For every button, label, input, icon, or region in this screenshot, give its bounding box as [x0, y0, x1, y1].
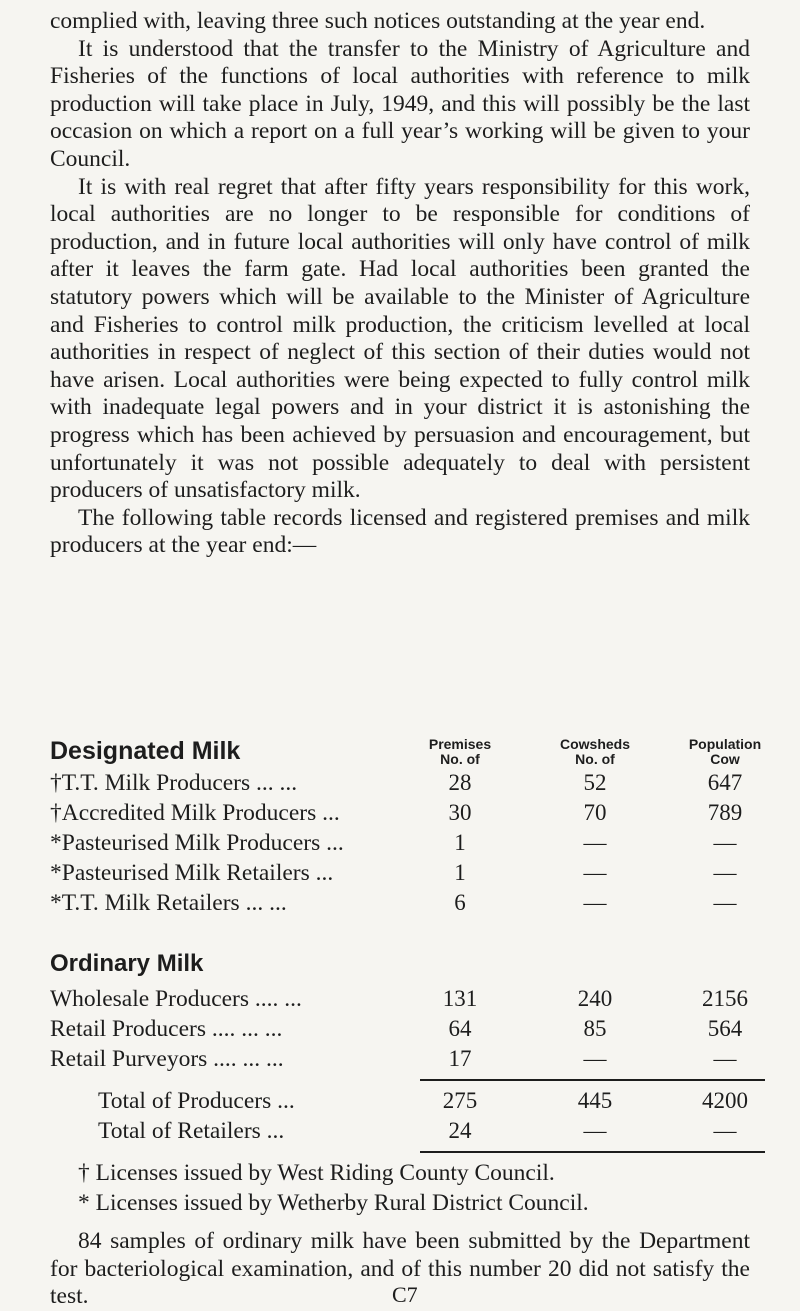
footnote-dagger: † Licenses issued by West Riding County Council. — [78, 1160, 555, 1186]
table-rule-bottom — [420, 1151, 765, 1153]
cell-premises: 24 — [448, 1118, 472, 1143]
cell-cowsheds: — — [583, 830, 607, 855]
row-label: *Pasteurised Milk Retailers ... — [50, 860, 334, 886]
col-header-cowsheds-line2: No. of — [575, 751, 615, 767]
cell-cowsheds: — — [583, 890, 607, 915]
cell-cowsheds: 70 — [583, 800, 607, 825]
row-label: *T.T. Milk Retailers ... ... — [50, 890, 287, 916]
total-label: Total of Producers ... — [98, 1088, 295, 1114]
cell-cows: 2156 — [702, 986, 748, 1011]
cell-premises: 64 — [448, 1016, 472, 1041]
cell-cowsheds: 445 — [577, 1088, 613, 1113]
cell-cows: — — [713, 830, 737, 855]
total-label: Total of Retailers ... — [98, 1118, 285, 1144]
col-header-cowsheds-line1: Cowsheds — [559, 736, 630, 752]
row-label: *Pasteurised Milk Producers ... — [50, 830, 344, 856]
closing-paragraph: 84 samples of ordinary milk have been submitted by the Department for bacteriological examination, and of this number 20 did not satisfy the test. — [50, 1228, 750, 1310]
cell-premises: 6 — [454, 890, 466, 915]
row-label: Retail Purveyors .... ... ... — [50, 1046, 284, 1072]
cell-premises: 1 — [454, 860, 466, 885]
cell-premises: 1 — [454, 830, 466, 855]
cell-cowsheds: — — [583, 1118, 607, 1143]
cell-cows: 647 — [707, 770, 743, 795]
section-title-ordinary: Ordinary Milk — [50, 950, 204, 977]
paragraph-table-intro: The following table records licensed and registered premises and milk producers at the year end:— — [50, 504, 750, 559]
row-label: †Accredited Milk Producers ... — [50, 800, 340, 826]
cell-cowsheds: 85 — [583, 1016, 607, 1041]
cell-premises: 275 — [442, 1088, 478, 1113]
table-rule-top — [420, 1079, 765, 1081]
row-label: Retail Producers .... ... ... — [50, 1016, 283, 1042]
paragraph-transfer: It is understood that the transfer to the Ministry of Agriculture and Fisheries of the functions of local authorities with reference to milk production will take place in July, 1949, and this will possibly be the last occasion on which a report on a full year’s working will be given to your Council. — [50, 35, 750, 172]
row-label: Wholesale Producers .... ... — [50, 986, 302, 1012]
cell-cows: — — [713, 890, 737, 915]
page-number: C7 — [392, 1282, 418, 1307]
col-header-premises-line1: Premises — [428, 736, 492, 752]
col-header-premises-line2: No. of — [440, 751, 480, 767]
paragraph-regret: It is with real regret that after fifty years responsibility for this work, local authorities are no longer to be responsible for conditions of production, and in future local authorities will only have control of milk after it leaves the farm gate. Had local authorities been granted the statutory powers which will be available to the Minister of Agriculture and Fisheries to control milk production, the criticism levelled at local authorities in respect of neglect of this section of their duties would not have arisen. Local authorities were being expected to fully control milk with inadequate legal powers and in your district it is astonishing the progress which has been achieved by persuasion and encouragement, but unfortunately it was not possible adequately to deal with persistent producers of unsatisfactory milk. — [50, 173, 750, 504]
cell-cows: 564 — [707, 1016, 743, 1041]
paragraph-continuation: complied with, leaving three such notices outstanding at the year end. — [50, 8, 706, 34]
cell-premises: 30 — [448, 800, 472, 825]
col-header-population-line2: Cow — [710, 751, 740, 767]
cell-cows: — — [713, 1118, 737, 1143]
col-header-population-line1: Population — [688, 736, 762, 752]
row-label: †T.T. Milk Producers ... ... — [50, 770, 298, 796]
col-header-cowsheds — [530, 737, 660, 767]
col-header-population — [660, 737, 790, 767]
cell-cowsheds: 52 — [583, 770, 607, 795]
intro-text — [50, 8, 750, 560]
cell-cowsheds: — — [583, 860, 607, 885]
footnote-asterisk: * Licenses issued by Wetherby Rural District Council. — [78, 1190, 589, 1216]
cell-cows: — — [713, 1046, 737, 1071]
cell-premises: 131 — [442, 986, 478, 1011]
section-title-designated: Designated Milk — [50, 737, 241, 765]
cell-cows: — — [713, 860, 737, 885]
col-header-premises — [395, 737, 525, 767]
cell-cowsheds: 240 — [577, 986, 613, 1011]
cell-cows: 4200 — [702, 1088, 748, 1113]
cell-premises: 28 — [448, 770, 472, 795]
cell-cowsheds: — — [583, 1046, 607, 1071]
cell-cows: 789 — [707, 800, 743, 825]
cell-premises: 17 — [448, 1046, 472, 1071]
